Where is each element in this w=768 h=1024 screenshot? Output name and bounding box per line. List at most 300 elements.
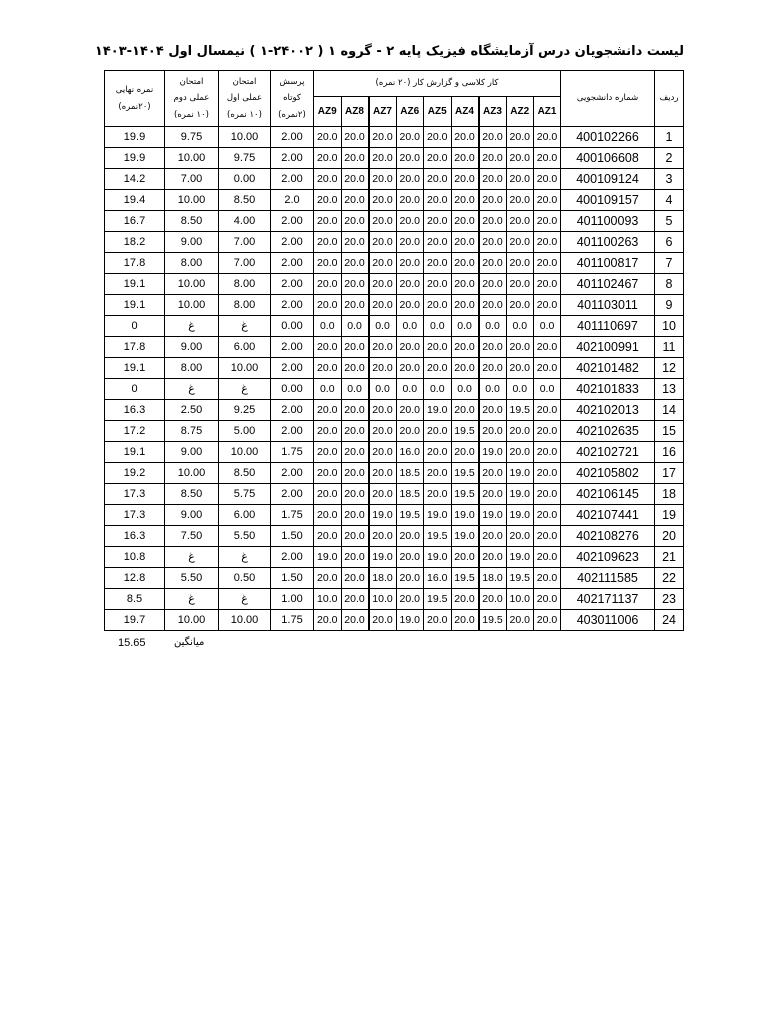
cell-az2: 20.0 bbox=[506, 295, 534, 316]
cell-az8: 0.0 bbox=[341, 379, 369, 400]
table-row bbox=[105, 337, 684, 358]
header-final-line2: (۲۰نمره) bbox=[118, 101, 151, 112]
cell-az3: 19.0 bbox=[479, 442, 507, 463]
table-row bbox=[105, 253, 684, 274]
cell-az5: 20.0 bbox=[424, 421, 452, 442]
cell-quiz: 0.00 bbox=[271, 316, 314, 337]
table-row bbox=[105, 547, 684, 568]
header-az1: AZ1 bbox=[534, 97, 561, 127]
document-title: لیست دانشجویان درس آزمایشگاه فیزیک پایه ۲ - گروه ۱ ( ۲۴۰۰۲-۱ ) نیمسال اول ۱۴۰۴-۱۴۰۳ bbox=[94, 44, 684, 59]
cell-quiz: 2.00 bbox=[271, 148, 314, 169]
cell-az6: 18.5 bbox=[396, 463, 424, 484]
cell-student-id: 402102013 bbox=[561, 400, 655, 421]
cell-student-id: 400109157 bbox=[561, 190, 655, 211]
cell-az5: 20.0 bbox=[424, 484, 452, 505]
cell-az7: 20.0 bbox=[369, 190, 397, 211]
cell-final-grade: 12.8 bbox=[105, 568, 165, 589]
cell-row-number: 6 bbox=[655, 232, 684, 253]
cell-az9: 20.0 bbox=[314, 505, 342, 526]
cell-az5: 20.0 bbox=[424, 211, 452, 232]
header-classwork: کار کلاسی و گزارش کار (۲۰ نمره) bbox=[314, 71, 561, 97]
cell-az5: 20.0 bbox=[424, 442, 452, 463]
cell-student-id: 400106608 bbox=[561, 148, 655, 169]
cell-az7: 20.0 bbox=[369, 421, 397, 442]
header-quiz bbox=[271, 71, 314, 127]
cell-az2: 20.0 bbox=[506, 148, 534, 169]
cell-exam1: 8.00 bbox=[219, 295, 271, 316]
cell-exam1: 8.50 bbox=[219, 190, 271, 211]
cell-quiz: 2.00 bbox=[271, 127, 314, 148]
cell-az9: 20.0 bbox=[314, 190, 342, 211]
cell-az6: 20.0 bbox=[396, 169, 424, 190]
cell-exam1: 5.50 bbox=[219, 526, 271, 547]
cell-row-number: 9 bbox=[655, 295, 684, 316]
cell-az9: 20.0 bbox=[314, 295, 342, 316]
cell-row-number: 10 bbox=[655, 316, 684, 337]
cell-student-id: 402109623 bbox=[561, 547, 655, 568]
table-row bbox=[105, 505, 684, 526]
cell-row-number: 4 bbox=[655, 190, 684, 211]
cell-az9: 19.0 bbox=[314, 547, 342, 568]
cell-exam1: 10.00 bbox=[219, 442, 271, 463]
cell-row-number: 24 bbox=[655, 610, 684, 631]
cell-az2: 20.0 bbox=[506, 190, 534, 211]
cell-az4: 20.0 bbox=[451, 190, 479, 211]
cell-az3: 0.0 bbox=[479, 316, 507, 337]
table-row bbox=[105, 190, 684, 211]
cell-az7: 0.0 bbox=[369, 316, 397, 337]
grades-table bbox=[104, 70, 684, 631]
cell-final-grade: 17.3 bbox=[105, 505, 165, 526]
cell-az1: 20.0 bbox=[534, 568, 561, 589]
cell-student-id: 402105802 bbox=[561, 463, 655, 484]
cell-student-id: 402100991 bbox=[561, 337, 655, 358]
cell-student-id: 402108276 bbox=[561, 526, 655, 547]
header-az3: AZ3 bbox=[479, 97, 507, 127]
cell-row-number: 17 bbox=[655, 463, 684, 484]
cell-quiz: 1.75 bbox=[271, 442, 314, 463]
cell-az6: 20.0 bbox=[396, 589, 424, 610]
cell-az4: 19.0 bbox=[451, 505, 479, 526]
table-row bbox=[105, 463, 684, 484]
cell-row-number: 13 bbox=[655, 379, 684, 400]
cell-az6: 20.0 bbox=[396, 568, 424, 589]
cell-az9: 20.0 bbox=[314, 211, 342, 232]
cell-az4: 20.0 bbox=[451, 274, 479, 295]
cell-final-grade: 0 bbox=[105, 379, 165, 400]
cell-az6: 19.5 bbox=[396, 505, 424, 526]
cell-az1: 20.0 bbox=[534, 463, 561, 484]
cell-exam1: 7.00 bbox=[219, 232, 271, 253]
cell-final-grade: 16.3 bbox=[105, 526, 165, 547]
cell-az6: 20.0 bbox=[396, 358, 424, 379]
cell-az9: 20.0 bbox=[314, 610, 342, 631]
cell-az7: 19.0 bbox=[369, 547, 397, 568]
cell-az3: 20.0 bbox=[479, 127, 507, 148]
cell-az8: 20.0 bbox=[341, 127, 369, 148]
cell-quiz: 2.0 bbox=[271, 190, 314, 211]
cell-student-id: 402111585 bbox=[561, 568, 655, 589]
cell-az7: 19.0 bbox=[369, 505, 397, 526]
cell-az5: 19.5 bbox=[424, 589, 452, 610]
cell-az9: 20.0 bbox=[314, 442, 342, 463]
cell-az5: 20.0 bbox=[424, 463, 452, 484]
cell-az7: 20.0 bbox=[369, 484, 397, 505]
cell-az5: 20.0 bbox=[424, 358, 452, 379]
cell-az6: 0.0 bbox=[396, 316, 424, 337]
header-quiz-line2: کوتاه bbox=[283, 93, 301, 104]
cell-az4: 20.0 bbox=[451, 169, 479, 190]
cell-az8: 20.0 bbox=[341, 337, 369, 358]
cell-exam1: 8.50 bbox=[219, 463, 271, 484]
cell-quiz: 1.50 bbox=[271, 526, 314, 547]
cell-row-number: 8 bbox=[655, 274, 684, 295]
cell-exam2: 10.00 bbox=[165, 190, 219, 211]
table-row bbox=[105, 589, 684, 610]
cell-az3: 20.0 bbox=[479, 463, 507, 484]
cell-az3: 20.0 bbox=[479, 547, 507, 568]
cell-az5: 20.0 bbox=[424, 127, 452, 148]
cell-row-number: 12 bbox=[655, 358, 684, 379]
cell-az8: 20.0 bbox=[341, 400, 369, 421]
cell-az7: 20.0 bbox=[369, 442, 397, 463]
cell-exam1: غ bbox=[219, 316, 271, 337]
table-row bbox=[105, 316, 684, 337]
cell-az3: 20.0 bbox=[479, 526, 507, 547]
cell-az7: 20.0 bbox=[369, 295, 397, 316]
cell-quiz: 1.50 bbox=[271, 568, 314, 589]
cell-row-number: 21 bbox=[655, 547, 684, 568]
cell-az1: 20.0 bbox=[534, 421, 561, 442]
cell-exam2: 8.75 bbox=[165, 421, 219, 442]
cell-az8: 20.0 bbox=[341, 421, 369, 442]
cell-exam2: 10.00 bbox=[165, 463, 219, 484]
cell-az2: 20.0 bbox=[506, 358, 534, 379]
header-exam1-line2: عملی اول bbox=[226, 93, 263, 104]
table-row bbox=[105, 610, 684, 631]
cell-quiz: 2.00 bbox=[271, 358, 314, 379]
cell-az9: 20.0 bbox=[314, 484, 342, 505]
cell-az2: 19.5 bbox=[506, 400, 534, 421]
cell-az1: 20.0 bbox=[534, 127, 561, 148]
cell-final-grade: 19.1 bbox=[105, 358, 165, 379]
cell-az1: 20.0 bbox=[534, 337, 561, 358]
cell-az9: 20.0 bbox=[314, 421, 342, 442]
cell-exam1: 4.00 bbox=[219, 211, 271, 232]
cell-az1: 20.0 bbox=[534, 274, 561, 295]
cell-exam1: 6.00 bbox=[219, 337, 271, 358]
cell-az1: 20.0 bbox=[534, 253, 561, 274]
cell-az4: 20.0 bbox=[451, 253, 479, 274]
cell-az5: 19.0 bbox=[424, 547, 452, 568]
table-row bbox=[105, 568, 684, 589]
cell-exam2: 8.00 bbox=[165, 253, 219, 274]
cell-exam2: 10.00 bbox=[165, 148, 219, 169]
cell-az9: 20.0 bbox=[314, 148, 342, 169]
table-row bbox=[105, 211, 684, 232]
cell-az1: 20.0 bbox=[534, 232, 561, 253]
cell-exam2: 8.00 bbox=[165, 358, 219, 379]
cell-az8: 20.0 bbox=[341, 505, 369, 526]
cell-az8: 20.0 bbox=[341, 274, 369, 295]
cell-row-number: 7 bbox=[655, 253, 684, 274]
cell-exam2: 10.00 bbox=[165, 610, 219, 631]
cell-final-grade: 19.2 bbox=[105, 463, 165, 484]
cell-az2: 0.0 bbox=[506, 316, 534, 337]
cell-az3: 20.0 bbox=[479, 190, 507, 211]
cell-az8: 20.0 bbox=[341, 169, 369, 190]
cell-az7: 18.0 bbox=[369, 568, 397, 589]
cell-az1: 20.0 bbox=[534, 400, 561, 421]
cell-student-id: 402106145 bbox=[561, 484, 655, 505]
cell-quiz: 2.00 bbox=[271, 232, 314, 253]
cell-quiz: 2.00 bbox=[271, 463, 314, 484]
cell-exam2: 5.50 bbox=[165, 568, 219, 589]
table-row bbox=[105, 148, 684, 169]
cell-az4: 20.0 bbox=[451, 148, 479, 169]
cell-az5: 20.0 bbox=[424, 148, 452, 169]
cell-student-id: 401103011 bbox=[561, 295, 655, 316]
cell-az1: 20.0 bbox=[534, 148, 561, 169]
cell-az2: 19.0 bbox=[506, 547, 534, 568]
cell-az4: 20.0 bbox=[451, 400, 479, 421]
cell-az1: 20.0 bbox=[534, 211, 561, 232]
cell-exam1: 10.00 bbox=[219, 127, 271, 148]
cell-az2: 20.0 bbox=[506, 421, 534, 442]
cell-az3: 20.0 bbox=[479, 148, 507, 169]
table-row bbox=[105, 526, 684, 547]
cell-az5: 19.5 bbox=[424, 526, 452, 547]
cell-exam2: 9.00 bbox=[165, 505, 219, 526]
cell-az3: 20.0 bbox=[479, 484, 507, 505]
cell-az4: 19.5 bbox=[451, 463, 479, 484]
header-exam1-line3: (۱۰ نمره) bbox=[227, 109, 262, 120]
cell-az4: 20.0 bbox=[451, 442, 479, 463]
cell-az7: 20.0 bbox=[369, 169, 397, 190]
cell-final-grade: 19.9 bbox=[105, 148, 165, 169]
cell-az9: 20.0 bbox=[314, 463, 342, 484]
cell-row-number: 5 bbox=[655, 211, 684, 232]
table-row bbox=[105, 442, 684, 463]
cell-quiz: 2.00 bbox=[271, 484, 314, 505]
header-quiz-line1: پرسش bbox=[279, 77, 305, 88]
cell-quiz: 2.00 bbox=[271, 253, 314, 274]
cell-az2: 20.0 bbox=[506, 274, 534, 295]
cell-row-number: 23 bbox=[655, 589, 684, 610]
header-exam2 bbox=[165, 71, 219, 127]
cell-quiz: 1.00 bbox=[271, 589, 314, 610]
cell-az6: 20.0 bbox=[396, 295, 424, 316]
header-student-id: شماره دانشجویی bbox=[561, 71, 655, 127]
cell-student-id: 402171137 bbox=[561, 589, 655, 610]
cell-az5: 20.0 bbox=[424, 253, 452, 274]
cell-az2: 19.0 bbox=[506, 484, 534, 505]
cell-az1: 20.0 bbox=[534, 442, 561, 463]
cell-row-number: 18 bbox=[655, 484, 684, 505]
table-row bbox=[105, 169, 684, 190]
cell-exam2: 8.50 bbox=[165, 211, 219, 232]
cell-az7: 20.0 bbox=[369, 148, 397, 169]
cell-az4: 20.0 bbox=[451, 211, 479, 232]
header-az2: AZ2 bbox=[506, 97, 534, 127]
cell-az8: 20.0 bbox=[341, 190, 369, 211]
cell-exam1: غ bbox=[219, 547, 271, 568]
cell-final-grade: 17.2 bbox=[105, 421, 165, 442]
cell-final-grade: 17.8 bbox=[105, 253, 165, 274]
cell-az5: 20.0 bbox=[424, 169, 452, 190]
cell-az8: 20.0 bbox=[341, 547, 369, 568]
header-exam2-line1: امتحان bbox=[179, 77, 204, 88]
cell-final-grade: 17.8 bbox=[105, 337, 165, 358]
cell-final-grade: 19.1 bbox=[105, 442, 165, 463]
cell-az1: 0.0 bbox=[534, 316, 561, 337]
cell-az9: 20.0 bbox=[314, 232, 342, 253]
cell-az1: 20.0 bbox=[534, 526, 561, 547]
cell-student-id: 400109124 bbox=[561, 169, 655, 190]
cell-az3: 20.0 bbox=[479, 589, 507, 610]
cell-az2: 10.0 bbox=[506, 589, 534, 610]
header-exam1 bbox=[219, 71, 271, 127]
cell-student-id: 402101482 bbox=[561, 358, 655, 379]
cell-row-number: 14 bbox=[655, 400, 684, 421]
cell-exam1: غ bbox=[219, 379, 271, 400]
cell-row-number: 2 bbox=[655, 148, 684, 169]
cell-az8: 20.0 bbox=[341, 610, 369, 631]
cell-az4: 20.0 bbox=[451, 589, 479, 610]
cell-az4: 20.0 bbox=[451, 232, 479, 253]
cell-final-grade: 19.4 bbox=[105, 190, 165, 211]
cell-row-number: 11 bbox=[655, 337, 684, 358]
cell-az8: 20.0 bbox=[341, 358, 369, 379]
cell-az5: 16.0 bbox=[424, 568, 452, 589]
cell-az8: 20.0 bbox=[341, 484, 369, 505]
cell-az3: 20.0 bbox=[479, 274, 507, 295]
cell-student-id: 401110697 bbox=[561, 316, 655, 337]
cell-final-grade: 19.1 bbox=[105, 295, 165, 316]
cell-az2: 20.0 bbox=[506, 442, 534, 463]
cell-az9: 20.0 bbox=[314, 274, 342, 295]
cell-az6: 20.0 bbox=[396, 127, 424, 148]
table-row bbox=[105, 358, 684, 379]
cell-az9: 20.0 bbox=[314, 253, 342, 274]
cell-az5: 19.0 bbox=[424, 505, 452, 526]
cell-az7: 20.0 bbox=[369, 400, 397, 421]
cell-final-grade: 16.3 bbox=[105, 400, 165, 421]
cell-exam1: 5.00 bbox=[219, 421, 271, 442]
cell-az3: 18.0 bbox=[479, 568, 507, 589]
cell-exam2: 9.00 bbox=[165, 232, 219, 253]
cell-az8: 20.0 bbox=[341, 211, 369, 232]
cell-final-grade: 14.2 bbox=[105, 169, 165, 190]
cell-az5: 0.0 bbox=[424, 379, 452, 400]
cell-row-number: 16 bbox=[655, 442, 684, 463]
cell-final-grade: 19.1 bbox=[105, 274, 165, 295]
cell-az4: 20.0 bbox=[451, 295, 479, 316]
cell-exam2: 9.75 bbox=[165, 127, 219, 148]
table-row bbox=[105, 421, 684, 442]
header-az9: AZ9 bbox=[314, 97, 342, 127]
cell-az3: 20.0 bbox=[479, 421, 507, 442]
cell-az1: 20.0 bbox=[534, 190, 561, 211]
cell-row-number: 20 bbox=[655, 526, 684, 547]
cell-az3: 20.0 bbox=[479, 169, 507, 190]
cell-student-id: 402101833 bbox=[561, 379, 655, 400]
cell-row-number: 19 bbox=[655, 505, 684, 526]
cell-az2: 20.0 bbox=[506, 610, 534, 631]
cell-az7: 20.0 bbox=[369, 610, 397, 631]
cell-az6: 19.0 bbox=[396, 610, 424, 631]
cell-exam1: 9.25 bbox=[219, 400, 271, 421]
cell-final-grade: 0 bbox=[105, 316, 165, 337]
header-exam1-line1: امتحان bbox=[232, 77, 257, 88]
cell-az3: 20.0 bbox=[479, 358, 507, 379]
cell-exam1: 5.75 bbox=[219, 484, 271, 505]
header-exam2-line3: (۱۰ نمره) bbox=[174, 109, 209, 120]
cell-az2: 20.0 bbox=[506, 232, 534, 253]
cell-exam1: 8.00 bbox=[219, 274, 271, 295]
cell-az1: 20.0 bbox=[534, 610, 561, 631]
cell-az6: 16.0 bbox=[396, 442, 424, 463]
cell-row-number: 1 bbox=[655, 127, 684, 148]
cell-az4: 19.5 bbox=[451, 421, 479, 442]
cell-az4: 0.0 bbox=[451, 316, 479, 337]
cell-az8: 0.0 bbox=[341, 316, 369, 337]
cell-quiz: 2.00 bbox=[271, 169, 314, 190]
cell-az9: 0.0 bbox=[314, 316, 342, 337]
cell-row-number: 22 bbox=[655, 568, 684, 589]
cell-az6: 20.0 bbox=[396, 232, 424, 253]
cell-student-id: 403011006 bbox=[561, 610, 655, 631]
cell-az2: 20.0 bbox=[506, 253, 534, 274]
cell-exam1: 0.50 bbox=[219, 568, 271, 589]
cell-exam1: 7.00 bbox=[219, 253, 271, 274]
cell-row-number: 15 bbox=[655, 421, 684, 442]
cell-student-id: 401102467 bbox=[561, 274, 655, 295]
header-exam2-line2: عملی دوم bbox=[173, 93, 210, 104]
cell-quiz: 0.00 bbox=[271, 379, 314, 400]
cell-az3: 20.0 bbox=[479, 295, 507, 316]
cell-row-number: 3 bbox=[655, 169, 684, 190]
cell-az6: 20.0 bbox=[396, 400, 424, 421]
cell-az8: 20.0 bbox=[341, 589, 369, 610]
cell-quiz: 2.00 bbox=[271, 547, 314, 568]
header-final-grade bbox=[105, 71, 165, 127]
cell-az5: 0.0 bbox=[424, 316, 452, 337]
cell-final-grade: 18.2 bbox=[105, 232, 165, 253]
cell-quiz: 1.75 bbox=[271, 505, 314, 526]
cell-az7: 20.0 bbox=[369, 526, 397, 547]
cell-az5: 20.0 bbox=[424, 337, 452, 358]
cell-az8: 20.0 bbox=[341, 526, 369, 547]
cell-az2: 19.0 bbox=[506, 505, 534, 526]
cell-az3: 20.0 bbox=[479, 337, 507, 358]
cell-exam1: 6.00 bbox=[219, 505, 271, 526]
cell-az4: 19.5 bbox=[451, 484, 479, 505]
table-row bbox=[105, 484, 684, 505]
cell-student-id: 401100093 bbox=[561, 211, 655, 232]
cell-az7: 10.0 bbox=[369, 589, 397, 610]
table-row bbox=[105, 232, 684, 253]
cell-az5: 20.0 bbox=[424, 190, 452, 211]
cell-az7: 20.0 bbox=[369, 358, 397, 379]
cell-az2: 19.5 bbox=[506, 568, 534, 589]
cell-az3: 20.0 bbox=[479, 232, 507, 253]
cell-exam2: غ bbox=[165, 379, 219, 400]
cell-final-grade: 19.7 bbox=[105, 610, 165, 631]
cell-final-grade: 8.5 bbox=[105, 589, 165, 610]
cell-az2: 20.0 bbox=[506, 169, 534, 190]
cell-az8: 20.0 bbox=[341, 148, 369, 169]
